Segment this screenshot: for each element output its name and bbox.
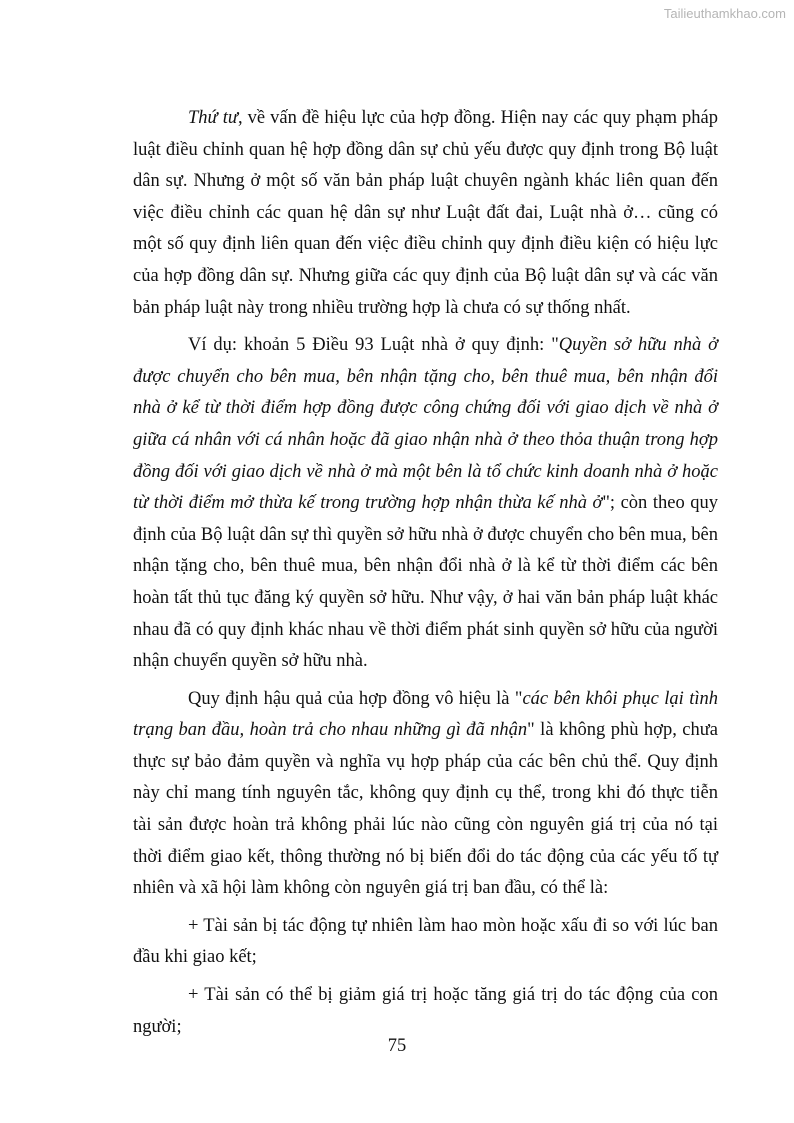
bullet-item: + Tài sản bị tác động tự nhiên làm hao mòn hoặc xấu đi so với lúc ban đầu khi giao kết;: [133, 915, 718, 968]
paragraph-text: Ví dụ: khoản 5 Điều 93 Luật nhà ở quy định: ": [188, 335, 559, 356]
paragraph-example: [133, 330, 718, 678]
paragraph-consequences: [133, 684, 718, 905]
bullet-item: + Tài sản có thể bị giảm giá trị hoặc tăng giá trị do tác động của con người;: [133, 985, 718, 1037]
paragraph-text: Quy định hậu quả của hợp đồng vô hiệu là ": [188, 688, 523, 709]
paragraph-text: , về vấn đề hiệu lực của hợp đồng. Hiện nay các quy phạm pháp luật điều chỉnh quan hệ hợp đồng dân sự chủ yếu được quy định trong Bộ luật dân sự. Nhưng ở một số văn bản pháp luật chuyên ngành khác liên quan đến việc điều chỉnh các quan hệ dân sự như Luật đất đai, Luật nhà ở… cũng có một số quy định liên quan đến việc điều chỉnh quy định điều kiện có hiệu lực của hợp đồng dân sự. Nhưng giữa các quy định của Bộ luật dân sự và các văn bản pháp luật này trong nhiều trường hợp là chưa có sự thống nhất.: [133, 108, 719, 318]
paragraph-text: "; còn theo quy định của Bộ luật dân sự thì quyền sở hữu nhà ở được chuyển cho bên mua, bên nhận tặng cho, bên thuê mua, bên nhận đổi nhà ở là kể từ thời điểm các bên hoàn tất thủ tục đăng ký quyền sở hữu. Như vậy, ở hai văn bản pháp luật khác nhau đã có quy định khác nhau về thời điểm phát sinh quyền sở hữu của người nhận chuyển quyền sở hữu nhà.: [133, 493, 718, 672]
page-body: [133, 103, 718, 1049]
paragraph-text: " là không phù hợp, chưa thực sự bảo đảm quyền và nghĩa vụ hợp pháp của các bên chủ thể. Quy định này chỉ mang tính nguyên tắc, không quy định cụ thể, trong khi đó thực tiễn tài sản được hoàn trả không phải lúc nào cũng còn nguyên giá trị của nó tại thời điểm giao kết, thông thường nó bị biến đổi do tác động của các yếu tố tự nhiên và xã hội làm không còn nguyên giá trị ban đầu, có thể là:: [133, 720, 718, 899]
quotation-italic: Quyền sở hữu nhà ở được chuyển cho bên mua, bên nhận tặng cho, bên thuê mua, bên nhận đổi nhà ở kể từ thời điểm hợp đồng được công chứng đối với giao dịch về nhà ở giữa cá nhân với cá nhân hoặc đã giao nhận nhà ở theo thỏa thuận trong hợp đồng đối với giao dịch về nhà ở mà một bên là tổ chức kinh doanh nhà ở hoặc từ thời điểm mở thừa kế trong trường hợp nhận thừa kế nhà ở: [133, 335, 718, 514]
quotation-italic: các bên khôi phục lại tình trạng ban đầu, hoàn trả cho nhau những gì đã nhận: [133, 688, 718, 741]
paragraph-thu-tu: [133, 103, 718, 324]
page-number: 75: [387, 1036, 407, 1056]
watermark: Tailieuthamkhao.com: [663, 6, 786, 21]
paragraph-lead-italic: Thứ tư: [188, 108, 238, 128]
